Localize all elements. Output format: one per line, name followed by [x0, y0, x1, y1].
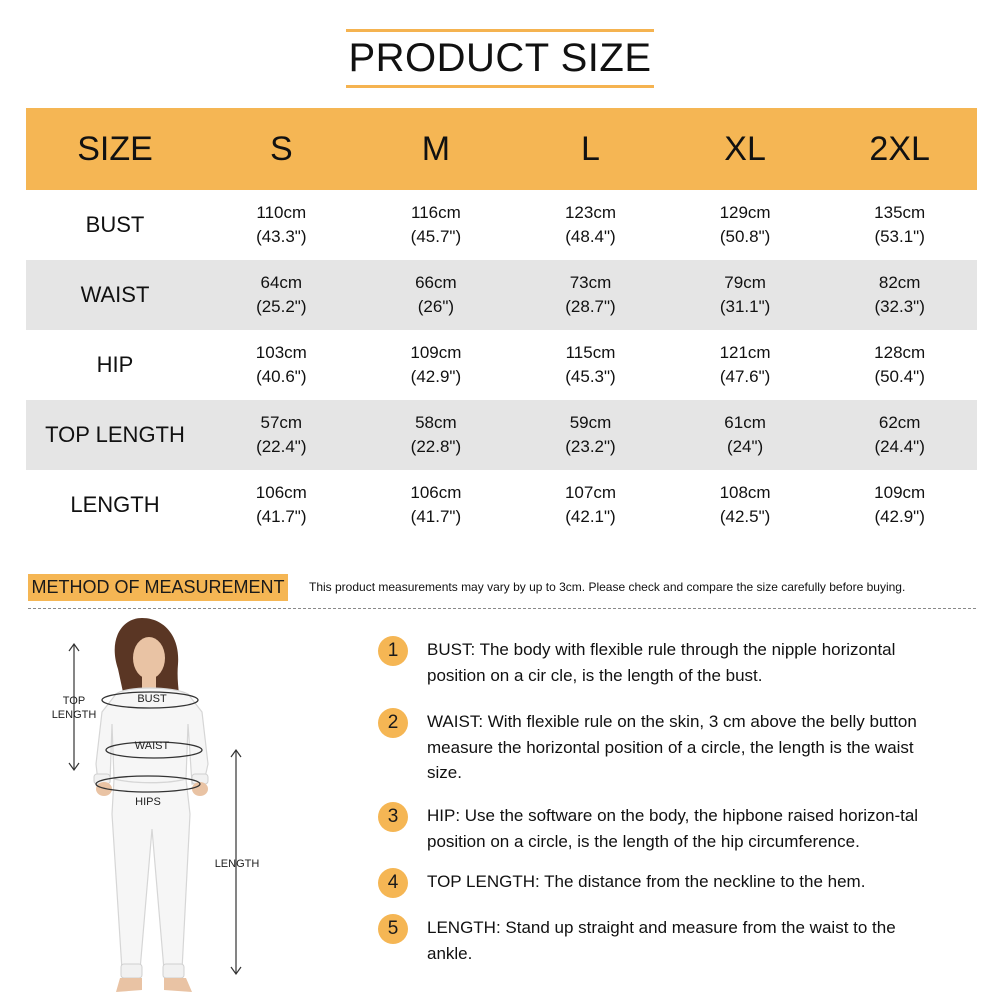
cm-value: 123cm [564, 203, 616, 222]
cm-value: 106cm [255, 483, 307, 502]
row-label: WAIST [80, 282, 150, 307]
table-cell [359, 260, 514, 330]
inch-value: (22.4") [256, 437, 307, 456]
table-cell [668, 400, 823, 470]
table-row-waist [26, 260, 977, 330]
inch-value: (47.6") [719, 367, 771, 386]
table-cell [204, 330, 359, 400]
inch-value: (22.8") [410, 437, 462, 456]
table-cell [668, 190, 823, 260]
header-cell-2xl: 2XL [869, 130, 930, 168]
table-cell [359, 330, 514, 400]
table-cell [513, 400, 668, 470]
table-cell [204, 400, 359, 470]
inch-value: (53.1") [874, 227, 925, 246]
table-header-row [26, 108, 977, 190]
cm-value: 64cm [260, 273, 303, 292]
table-cell [359, 190, 514, 260]
inch-value: (26") [417, 297, 455, 316]
cm-value: 73cm [569, 273, 612, 292]
cm-value: 109cm [410, 343, 462, 362]
hips-label: HIPS [135, 796, 161, 808]
table-row-hip [26, 330, 977, 400]
table-cell [204, 470, 359, 540]
inch-value: (45.7") [410, 227, 462, 246]
inch-value: (24") [726, 437, 764, 456]
cm-value: 128cm [874, 343, 926, 362]
header-cell-xl: XL [724, 130, 766, 168]
measurement-disclaimer: This product measurements may vary by up to 3cm. Please check and compare the size carefully before buying. [309, 580, 906, 594]
inch-value: (50.8") [719, 227, 771, 246]
table-cell [822, 400, 977, 470]
table-cell [822, 260, 977, 330]
inch-value: (32.3") [874, 297, 925, 316]
step-text: WAIST: With flexible rule on the skin, 3 cm above the belly button measure the horizontal position of a circle, the length is the waist size. [427, 712, 917, 782]
table-row-bust [26, 190, 977, 260]
cm-value: 103cm [255, 343, 307, 362]
table-cell [668, 470, 823, 540]
cm-value: 82cm [878, 273, 921, 292]
step-text: LENGTH: Stand up straight and measure from the waist to the ankle. [427, 918, 896, 963]
row-label: LENGTH [70, 492, 160, 517]
cm-value: 57cm [260, 413, 303, 432]
size-table [26, 108, 977, 540]
header-cell-l: L [581, 130, 600, 168]
cm-value: 107cm [564, 483, 616, 502]
inch-value: (25.2") [256, 297, 307, 316]
cm-value: 135cm [874, 203, 926, 222]
table-cell [204, 260, 359, 330]
step-number-badge: 1 [378, 636, 408, 666]
cm-value: 129cm [719, 203, 771, 222]
step-text: BUST: The body with flexible rule through the nipple horizontal position on a cir cle, is the length of the bust. [427, 640, 896, 685]
step-number-badge: 2 [378, 708, 408, 738]
inch-value: (50.4") [874, 367, 925, 386]
inch-value: (48.4") [565, 227, 616, 246]
inch-value: (45.3") [565, 367, 616, 386]
dashed-divider [28, 608, 976, 609]
header-cell-m: M [421, 130, 451, 168]
waist-label: WAIST [134, 740, 170, 752]
row-label: HIP [96, 352, 134, 377]
cm-value: 59cm [569, 413, 612, 432]
inch-value: (42.9") [874, 507, 925, 526]
step-number-badge: 3 [378, 802, 408, 832]
cm-value: 121cm [719, 343, 771, 362]
cm-value: 115cm [565, 343, 616, 362]
method-of-measurement-tag: METHOD OF MEASUREMENT [28, 574, 288, 601]
page-title: PRODUCT SIZE [346, 29, 654, 88]
table-row-length [26, 470, 977, 540]
row-label: TOP LENGTH [45, 422, 185, 447]
step-text: TOP LENGTH: The distance from the neckline to the hem. [427, 872, 866, 891]
step-text: HIP: Use the software on the body, the hipbone raised horizon-tal position on a circle, is the length of the hip circumference. [427, 806, 919, 851]
table-cell [822, 470, 977, 540]
table-cell [359, 400, 514, 470]
table-cell [513, 190, 668, 260]
cm-value: 58cm [415, 413, 457, 432]
cm-value: 62cm [878, 413, 921, 432]
table-cell [513, 260, 668, 330]
bust-label: BUST [137, 693, 167, 705]
inch-value: (31.1") [719, 297, 771, 316]
top-length-arrow [69, 644, 79, 770]
header-cell-s: S [269, 130, 293, 168]
table-cell [513, 470, 668, 540]
model-figure [30, 614, 330, 1001]
length-label: LENGTH [214, 858, 260, 870]
header-cell-size: SIZE [77, 129, 153, 168]
top-label: TOP [62, 695, 86, 707]
cm-value: 116cm [411, 203, 461, 222]
cm-value: 79cm [724, 273, 766, 292]
step-number-badge: 5 [378, 914, 408, 944]
inch-value: (28.7") [565, 297, 616, 316]
table-cell [822, 190, 977, 260]
table-cell [668, 330, 823, 400]
inch-value: (41.7") [256, 507, 307, 526]
table-cell [204, 190, 359, 260]
cm-value: 106cm [410, 483, 462, 502]
cm-value: 61cm [724, 413, 766, 432]
inch-value: (41.7") [410, 507, 462, 526]
table-cell [513, 330, 668, 400]
cm-value: 108cm [719, 483, 771, 502]
inch-value: (24.4") [874, 437, 925, 456]
inch-value: (42.9") [410, 367, 462, 386]
inch-value: (23.2") [565, 437, 616, 456]
cm-value: 109cm [874, 483, 926, 502]
top-length-label: LENGTH [51, 709, 97, 721]
cm-value: 110cm [256, 203, 307, 222]
inch-value: (42.1") [565, 507, 616, 526]
cm-value: 66cm [415, 273, 457, 292]
step-number-badge: 4 [378, 868, 408, 898]
inch-value: (40.6") [256, 367, 307, 386]
row-label: BUST [85, 212, 145, 237]
inch-value: (42.5") [719, 507, 771, 526]
table-cell [668, 260, 823, 330]
table-row-top-length [26, 400, 977, 470]
table-cell [359, 470, 514, 540]
table-cell [822, 330, 977, 400]
inch-value: (43.3") [256, 227, 307, 246]
